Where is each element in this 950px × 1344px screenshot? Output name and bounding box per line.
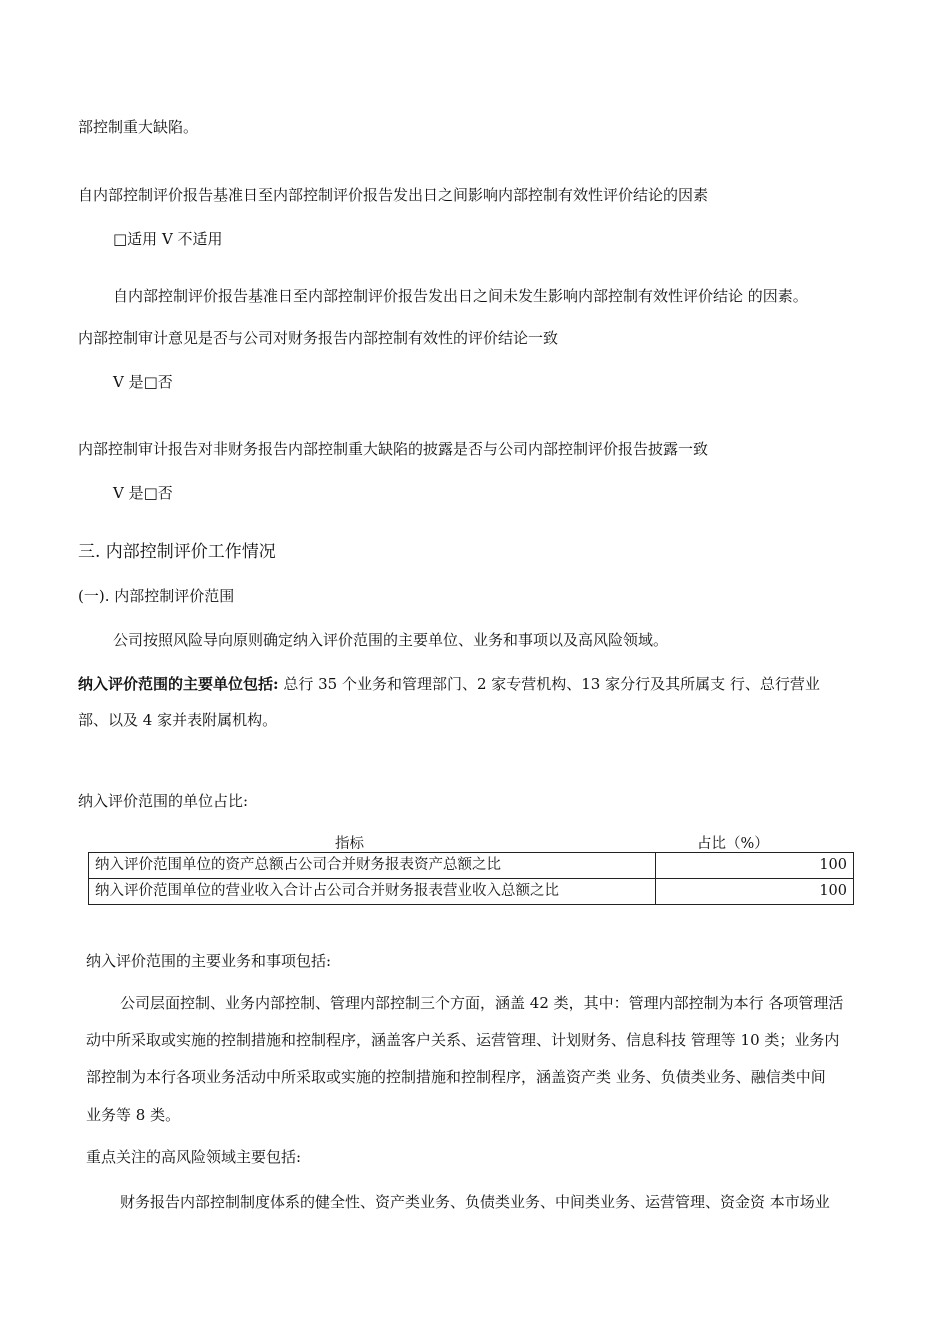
text-line — [78, 675, 820, 693]
text-line: 重点关注的高风险领域主要包括: — [86, 1148, 302, 1166]
table-header-ratio: 占比（%） — [697, 836, 769, 852]
table-cell-value: 100 — [656, 879, 854, 905]
text-line: 纳入评价范围的单位占比: — [78, 792, 249, 810]
subsection-heading: (一). 内部控制评价范围 — [78, 587, 235, 605]
text-line: 财务报告内部控制制度体系的健全性、资产类业务、负债类业务、中间类业务、运营管理、资金资 本市场业 — [120, 1193, 830, 1211]
text-line: 公司层面控制、业务内部控制、管理内部控制三个方面，涵盖 42 类，其中：管理内部控制为本行 各项管理活 — [120, 994, 844, 1012]
table-cell-value: 100 — [656, 853, 854, 879]
question-line: 内部控制审计报告对非财务报告内部控制重大缺陷的披露是否与公司内部控制评价报告披露一致 — [78, 440, 709, 458]
table-cell-label: 纳入评价范围单位的资产总额占公司合并财务报表资产总额之比 — [89, 853, 656, 879]
option-line: □适用 V 不适用 — [113, 230, 223, 248]
text-line: 部控制为本行各项业务活动中所采取或实施的控制措施和控制程序，涵盖资产类 业务、负债类业务、融信类中间 — [86, 1068, 826, 1086]
question-line: 自内部控制评价报告基准日至内部控制评价报告发出日之间影响内部控制有效性评价结论的因素 — [78, 186, 709, 204]
text-line: 部控制重大缺陷。 — [78, 118, 199, 136]
section-heading: 三. 内部控制评价工作情况 — [78, 542, 276, 562]
text-line: 公司按照风险导向原则确定纳入评价范围的主要单位、业务和事项以及高风险领域。 — [113, 631, 669, 649]
option-line: V 是□否 — [113, 484, 173, 502]
table-row — [89, 853, 854, 879]
text-line: 部、以及 4 家并表附属机构。 — [78, 711, 278, 729]
bold-label: 纳入评价范围的主要单位包括: — [78, 675, 279, 693]
table-row — [89, 879, 854, 905]
text-line: 业务等 8 类。 — [86, 1106, 181, 1124]
question-line: 内部控制审计意见是否与公司对财务报告内部控制有效性的评价结论一致 — [78, 329, 559, 347]
option-line: V 是□否 — [113, 373, 173, 391]
text-line: 纳入评价范围的主要业务和事项包括: — [86, 952, 332, 970]
text-line: 动中所采取或实施的控制措施和控制程序，涵盖客户关系、运营管理、计划财务、信息科技 管理等 10 类；业务内 — [86, 1031, 840, 1049]
table-header-indicator: 指标 — [335, 836, 364, 852]
table-cell-label: 纳入评价范围单位的营业收入合计占公司合并财务报表营业收入总额之比 — [89, 879, 656, 905]
ratio-table — [88, 852, 854, 905]
text-span: 总行 35 个业务和管理部门、2 家专营机构、13 家分行及其所属支 行、总行营业 — [278, 675, 820, 693]
text-line: 自内部控制评价报告基准日至内部控制评价报告发出日之间未发生影响内部控制有效性评价结论 的因素。 — [113, 287, 808, 305]
